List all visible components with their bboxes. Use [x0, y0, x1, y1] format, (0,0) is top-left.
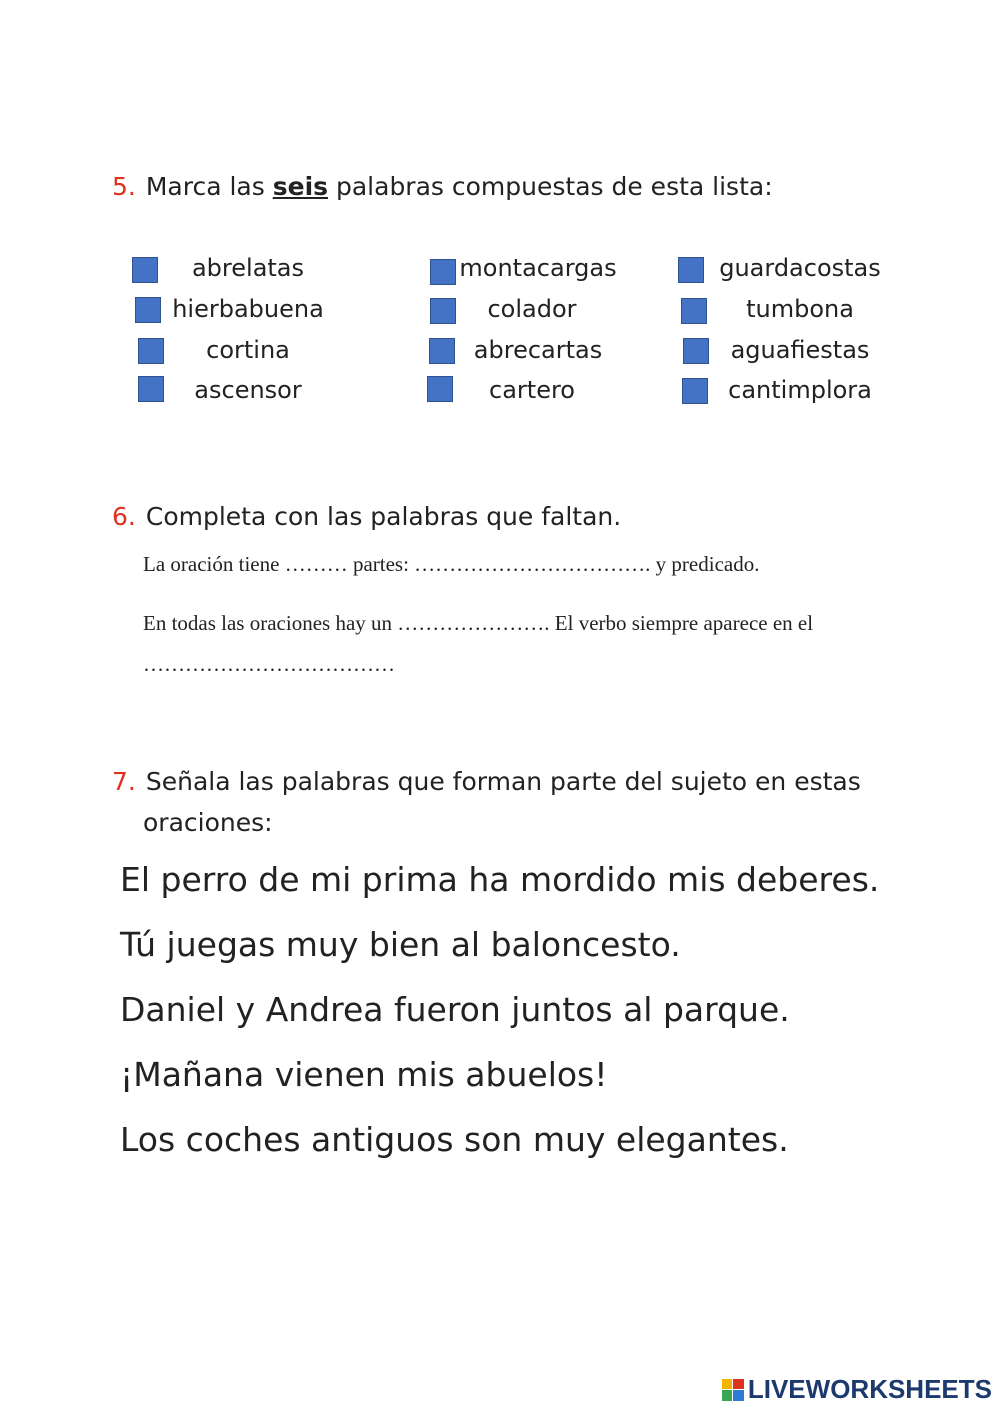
word-aguafiestas: aguafiestas	[730, 336, 870, 364]
word-abrecartas: abrecartas	[473, 336, 603, 364]
checkbox-guardacostas[interactable]	[678, 257, 704, 283]
word-cartero: cartero	[489, 376, 575, 404]
checkbox-ascensor[interactable]	[138, 376, 164, 402]
checkbox-aguafiestas[interactable]	[683, 338, 709, 364]
blank-predicado[interactable]: ………………………………	[143, 652, 395, 676]
logo-text: LIVEWORKSHEETS	[747, 1374, 992, 1404]
checkbox-tumbona[interactable]	[681, 298, 707, 324]
checkbox-colador[interactable]	[430, 298, 456, 324]
word-abrelatas: abrelatas	[191, 254, 305, 282]
sentence-2[interactable]: Tú juegas muy bien al baloncesto.	[120, 925, 681, 964]
blank-number-of-parts[interactable]: ………	[284, 552, 348, 576]
checkbox-hierbabuena[interactable]	[135, 297, 161, 323]
word-cortina: cortina	[206, 336, 290, 364]
word-colador: colador	[487, 295, 577, 323]
word-ascensor: ascensor	[194, 376, 302, 404]
checkbox-cantimplora[interactable]	[682, 378, 708, 404]
q6-title: 6. Completa con las palabras que faltan.	[112, 502, 622, 531]
sentence-1[interactable]: El perro de mi prima ha mordido mis deberes.	[120, 860, 880, 899]
sentence-3[interactable]: Daniel y Andrea fueron juntos al parque.	[120, 990, 790, 1029]
word-cantimplora: cantimplora	[728, 376, 872, 404]
checkbox-cortina[interactable]	[138, 338, 164, 364]
word-montacargas: montacargas	[459, 254, 617, 282]
q6-number: 6.	[112, 502, 136, 531]
word-hierbabuena: hierbabuena	[172, 295, 324, 323]
liveworksheets-logo	[722, 1374, 992, 1405]
word-tumbona: tumbona	[746, 295, 854, 323]
q7-number: 7.	[112, 767, 136, 796]
logo-icon	[722, 1379, 744, 1401]
q6-line-2: En todas las oraciones hay un …………………. El verbo siempre aparece en el	[143, 611, 814, 635]
q6-line-3	[143, 652, 395, 677]
q5-number: 5.	[112, 172, 136, 201]
q7-title: 7. Señala las palabras que forman parte del sujeto en estas	[112, 767, 861, 796]
checkbox-abrecartas[interactable]	[429, 338, 455, 364]
word-guardacostas: guardacostas	[719, 254, 881, 282]
blank-sujeto[interactable]: …………………………….	[414, 552, 651, 576]
blank-verbo[interactable]: ………………….	[397, 611, 550, 635]
q5-bold-word: seis	[272, 172, 329, 201]
checkbox-cartero[interactable]	[427, 376, 453, 402]
sentence-4[interactable]: ¡Mañana vienen mis abuelos!	[120, 1055, 608, 1094]
sentence-5[interactable]: Los coches antiguos son muy elegantes.	[120, 1120, 789, 1159]
checkbox-abrelatas[interactable]	[132, 257, 158, 283]
q6-line-1: La oración tiene ……… partes: ……………………………. y predicado.	[143, 552, 760, 576]
q7-title-line-2: oraciones:	[143, 808, 273, 837]
q5-title: 5. Marca las seis palabras compuestas de esta lista:	[112, 172, 773, 201]
checkbox-montacargas[interactable]	[430, 259, 456, 285]
